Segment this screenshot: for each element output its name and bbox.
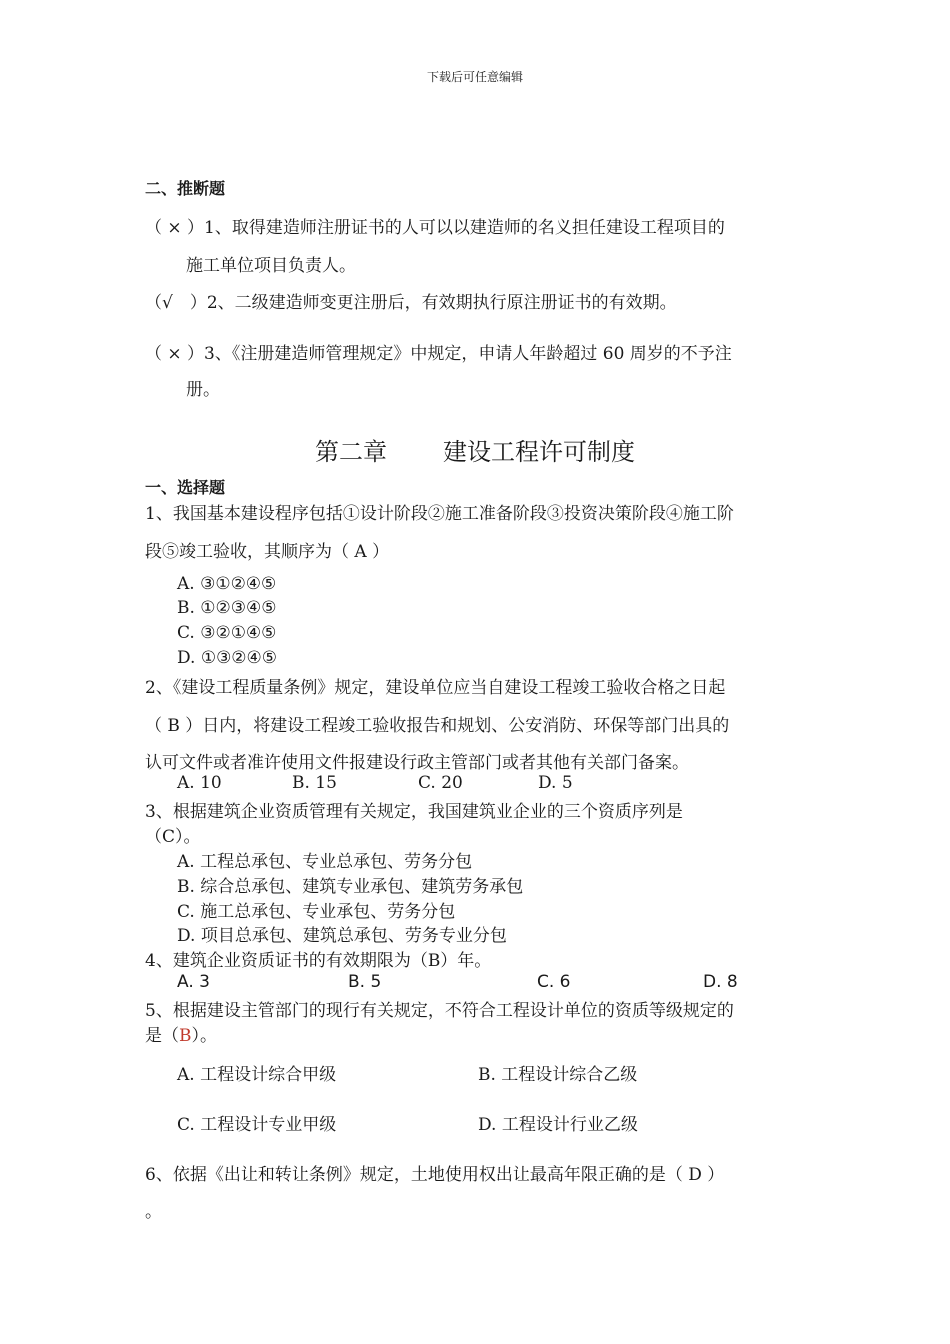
choice-q4-option-c: C. 6	[537, 972, 571, 992]
choice-q4: 4、建筑企业资质证书的有效期限为（B）年。	[145, 951, 492, 971]
choice-q5-option-a: A. 工程设计综合甲级	[177, 1065, 337, 1085]
chapter-number: 第二章	[315, 438, 387, 466]
judge-q2: （√ ）2、二级建造师变更注册后，有效期执行原注册证书的有效期。	[145, 293, 677, 313]
choice-q2-option-c: C. 20	[418, 773, 463, 793]
choice-q4-option-d: D. 8	[703, 972, 738, 992]
section-title-choice: 一、选择题	[145, 478, 226, 497]
section-title-judge: 二、推断题	[145, 179, 226, 198]
choice-q5-option-b: B. 工程设计综合乙级	[478, 1065, 638, 1085]
choice-q6-line2: 。	[145, 1202, 162, 1222]
choice-q5-suffix: ）。	[191, 1026, 217, 1046]
choice-q1-option-b: B. ①②③④⑤	[177, 598, 277, 618]
choice-q6-line1: 6、依据《出让和转让条例》规定，土地使用权出让最高年限正确的是（ D ）	[145, 1165, 725, 1185]
choice-q5-option-c: C. 工程设计专业甲级	[177, 1115, 337, 1135]
choice-q1-line2: 段⑤竣工验收，其顺序为（ A ）	[145, 542, 390, 562]
judge-q1-line2: 施工单位项目负责人。	[186, 256, 356, 276]
judge-q3-line1: （ × ）3、《注册建造师管理规定》中规定，申请人年龄超过 60 周岁的不予注	[145, 344, 732, 364]
choice-q3-option-a: A. 工程总承包、专业总承包、劳务分包	[177, 852, 473, 872]
choice-q5-line2	[145, 1021, 217, 1046]
choice-q5-prefix: 是（	[145, 1026, 179, 1046]
choice-q5-line1: 5、根据建设主管部门的现行有关规定，不符合工程设计单位的资质等级规定的	[145, 1001, 734, 1021]
page-header: 下载后可任意编辑	[426, 70, 523, 84]
choice-q2-line3: 认可文件或者准许使用文件报建设行政主管部门或者其他有关部门备案。	[145, 753, 689, 773]
choice-q2-option-a: A. 10	[177, 773, 222, 793]
chapter-title	[0, 432, 950, 467]
choice-q3-line2: （C）。	[145, 827, 201, 847]
choice-q1-option-d: D. ①③②④⑤	[177, 648, 278, 668]
choice-q2-option-b: B. 15	[292, 773, 337, 793]
choice-q2-line2: （ B ）日内，将建设工程竣工验收报告和规划、公安消防、环保等部门出具的	[145, 716, 730, 736]
choice-q5-answer: B	[179, 1026, 192, 1046]
choice-q1-option-c: C. ③②①④⑤	[177, 623, 277, 643]
choice-q2-option-d: D. 5	[538, 773, 573, 793]
judge-q3-line2: 册。	[186, 380, 220, 400]
choice-q1-option-a: A. ③①②④⑤	[177, 574, 277, 594]
choice-q3-option-d: D. 项目总承包、建筑总承包、劳务专业分包	[177, 926, 507, 946]
choice-q3-option-b: B. 综合总承包、建筑专业承包、建筑劳务承包	[177, 877, 524, 897]
choice-q1-line1: 1、我国基本建设程序包括①设计阶段②施工准备阶段③投资决策阶段④施工阶	[145, 504, 734, 524]
chapter-name: 建设工程许可制度	[443, 438, 635, 466]
choice-q4-option-b: B. 5	[348, 972, 382, 992]
choice-q4-option-a: A. 3	[177, 972, 210, 992]
choice-q2-line1: 2、《建设工程质量条例》规定，建设单位应当自建设工程竣工验收合格之日起	[145, 678, 726, 698]
choice-q3-line1: 3、根据建筑企业资质管理有关规定，我国建筑业企业的三个资质序列是	[145, 802, 683, 822]
choice-q5-option-d: D. 工程设计行业乙级	[478, 1115, 638, 1135]
judge-q1-line1: （ × ）1、取得建造师注册证书的人可以以建造师的名义担任建设工程项目的	[145, 218, 725, 238]
choice-q3-option-c: C. 施工总承包、专业承包、劳务分包	[177, 902, 456, 922]
